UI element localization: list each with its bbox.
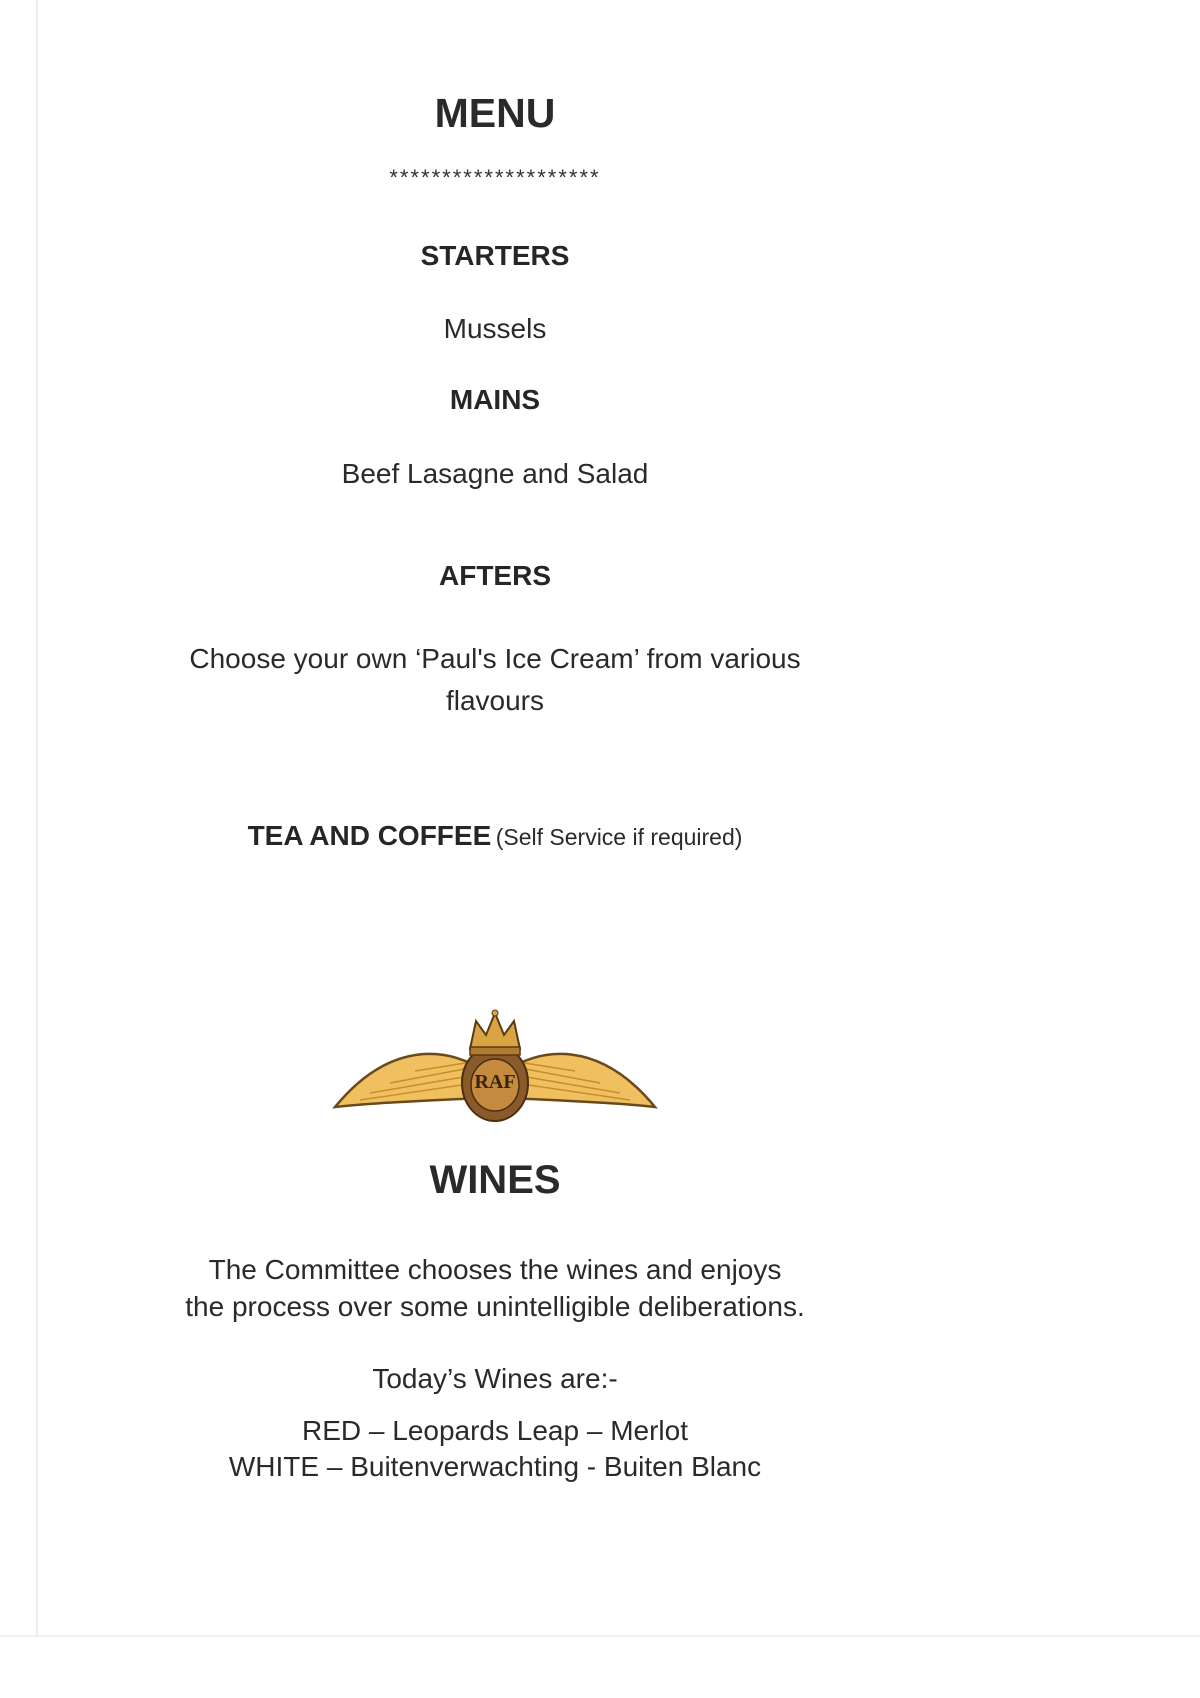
wine-list bbox=[130, 1413, 860, 1485]
badge-text: RAF bbox=[474, 1071, 516, 1093]
tea-note: (Self Service if required) bbox=[495, 824, 743, 850]
wine-white: WHITE – Buitenverwachting - Buiten Blanc bbox=[228, 1451, 762, 1482]
wines-heading: WINES bbox=[429, 1158, 561, 1202]
afters-line-1: Choose your own ‘Paul's Ice Cream’ from various bbox=[189, 643, 801, 674]
divider-stars: ******************** bbox=[389, 165, 601, 190]
todays-wines-label: Today’s Wines are:- bbox=[372, 1363, 618, 1394]
wines-intro bbox=[130, 1251, 860, 1325]
tea-heading: TEA AND COFFEE bbox=[247, 820, 492, 851]
starters-item: Mussels bbox=[443, 313, 547, 344]
wines-intro-line-1: The Committee chooses the wines and enjoys bbox=[208, 1254, 782, 1285]
menu-title: MENU bbox=[434, 90, 556, 136]
tea-and-coffee bbox=[120, 820, 870, 852]
page-bottom-edge bbox=[0, 1635, 1200, 1637]
wines-intro-line-2: the process over some unintelligible deliberations. bbox=[185, 1291, 805, 1322]
wine-red: RED – Leopards Leap – Merlot bbox=[302, 1415, 688, 1446]
afters-description bbox=[140, 638, 850, 722]
mains-item: Beef Lasagne and Salad bbox=[341, 458, 649, 489]
starters-heading: STARTERS bbox=[420, 240, 570, 271]
page-left-edge bbox=[36, 0, 38, 1635]
raf-wings-badge-icon bbox=[330, 1005, 660, 1130]
afters-line-2: flavours bbox=[445, 685, 545, 716]
mains-heading: MAINS bbox=[449, 384, 541, 415]
afters-heading: AFTERS bbox=[439, 560, 551, 591]
